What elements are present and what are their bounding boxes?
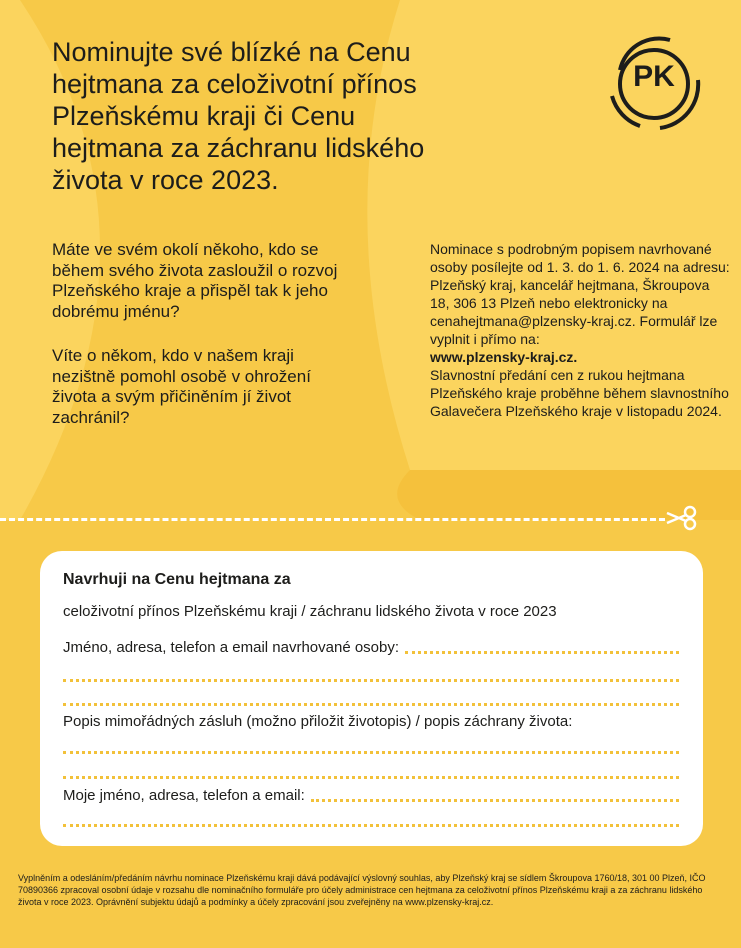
nominee-field-row bbox=[63, 639, 679, 656]
nominee-input-line-2[interactable] bbox=[63, 679, 679, 682]
question-lifesaving: Víte o někom, kdo v našem kraji nezištně pomohl osobě v ohrožení života a svým přičiněním jí život zachránil? bbox=[52, 346, 311, 427]
nominator-input-line-2[interactable] bbox=[63, 824, 679, 827]
nomination-form bbox=[40, 551, 703, 846]
merits-input-line-1[interactable] bbox=[63, 751, 679, 754]
nomination-instructions bbox=[430, 240, 730, 420]
cut-line bbox=[0, 518, 665, 521]
merits-field-row bbox=[63, 713, 679, 730]
ceremony-text: Slavnostní předání cen z rukou hejtmana Plzeňského kraje proběhne během slavnostního Galavečera Plzeňského kraje v listopadu 2024. bbox=[430, 367, 729, 419]
nominator-field-label: Moje jméno, adresa, telefon a email: bbox=[63, 787, 305, 804]
headline: Nominujte své blízké na Cenu hejtmana za celoživotní přínos Plzeňskému kraji či Cenu hejtmana za záchranu lidského života v roce 2023. bbox=[52, 37, 425, 195]
merits-field-label: Popis mimořádných zásluh (možno přiložit životopis) / popis záchrany života: bbox=[63, 713, 573, 730]
form-subtitle: celoživotní přínos Plzeňskému kraji / záchranu lidského života v roce 2023 bbox=[63, 603, 557, 620]
instructions-text: Nominace s podrobným popisem navrhované osoby posílejte od 1. 3. do 1. 6. 2024 na adresu: Plzeňský kraj, kancelář hejtmana, Škroupova 18, 306 13 Plzeň nebo elektronicky na cenahejtmana@plzensky-kraj.cz. Formulář lze vyplnit i přímo na: bbox=[430, 241, 730, 347]
nominee-field-label: Jméno, adresa, telefon a email navrhované osoby: bbox=[63, 639, 400, 656]
nominee-input-line-1[interactable] bbox=[405, 651, 679, 654]
nominator-input-line-1[interactable] bbox=[311, 799, 679, 802]
merits-input-line-2[interactable] bbox=[63, 776, 679, 779]
logo-text: PK bbox=[633, 60, 675, 93]
website-link[interactable]: www.plzensky-kraj.cz. bbox=[430, 349, 578, 365]
intro-questions bbox=[52, 240, 352, 452]
form-title: Navrhuji na Cenu hejtmana za bbox=[63, 571, 291, 588]
gdpr-footer: Vyplněním a odesláním/předáním návrhu nominace Plzeňskému kraji dává podávající výslovný souhlas, aby Plzeňský kraj se sídlem Škroupova 1760/18, 301 00 Plzeň, IČO 70890366 zpracoval osobní údaje v rozsahu dle nominačního formuláře pro účely administrace cen hejtmana za celoživotní přínos Plzeňskému kraji a za záchranu lidského života v roce 2023. Oprávnění subjektu údajů a podmínky a účely zpracování jsou zveřejněny na www.plzensky-kraj.cz. bbox=[18, 873, 706, 907]
nominator-field-row bbox=[63, 787, 679, 804]
question-lifetime: Máte ve svém okolí někoho, kdo se během svého života zasloužil o rozvoj Plzeňského kraje a přispěl tak k jeho dobrému jménu? bbox=[52, 240, 338, 321]
scissors-icon bbox=[664, 505, 698, 531]
nominee-input-line-3[interactable] bbox=[63, 703, 679, 706]
